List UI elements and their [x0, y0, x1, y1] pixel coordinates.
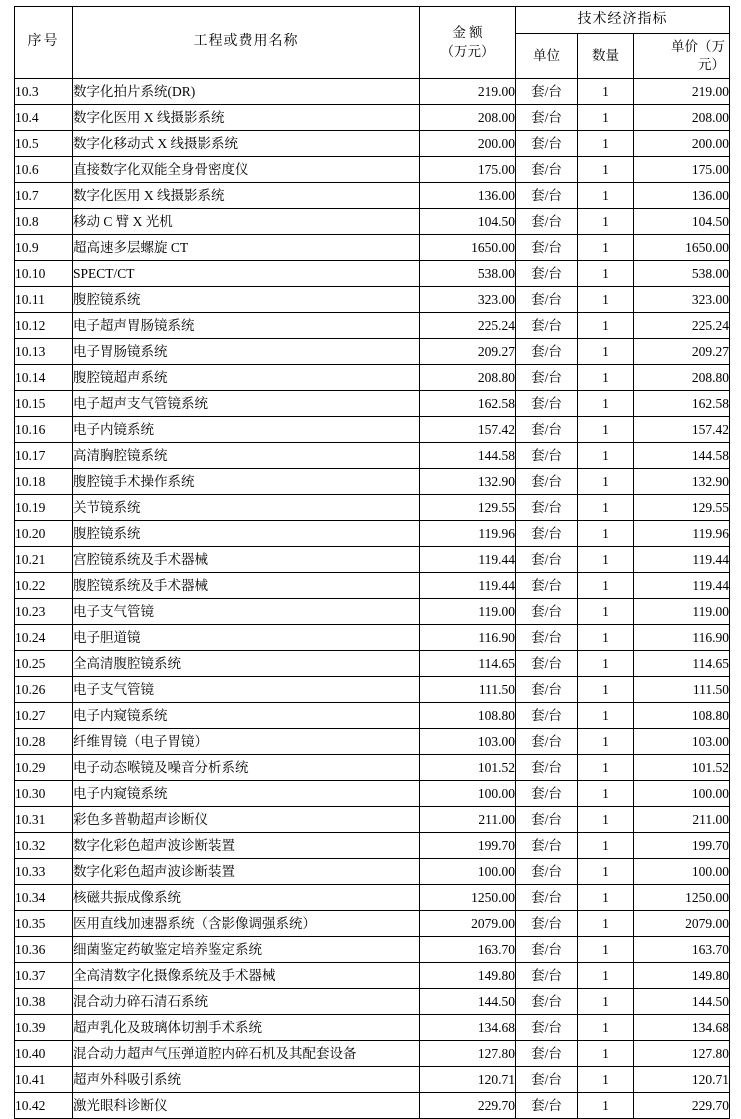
cell-quantity: 1 — [578, 729, 634, 755]
cell-name: 超声外科吸引系统 — [73, 1067, 420, 1093]
cell-quantity: 1 — [578, 573, 634, 599]
table-row — [15, 547, 730, 573]
cell-quantity: 1 — [578, 625, 634, 651]
column-header-tech-group: 技术经济指标 — [516, 7, 730, 34]
cell-name: 腹腔镜系统及手术器械 — [73, 573, 420, 599]
cell-quantity: 1 — [578, 1041, 634, 1067]
cell-amount: 116.90 — [420, 625, 516, 651]
cell-seq: 10.4 — [15, 105, 73, 131]
table-row — [15, 339, 730, 365]
cell-unit: 套/台 — [516, 781, 578, 807]
cell-name: 电子超声支气管镜系统 — [73, 391, 420, 417]
cell-unit-price: 119.44 — [634, 573, 730, 599]
cell-unit: 套/台 — [516, 261, 578, 287]
cell-amount: 119.00 — [420, 599, 516, 625]
cell-quantity: 1 — [578, 833, 634, 859]
cell-unit-price: 119.96 — [634, 521, 730, 547]
cell-unit-price: 101.52 — [634, 755, 730, 781]
table-row — [15, 833, 730, 859]
cell-amount: 1250.00 — [420, 885, 516, 911]
cell-seq: 10.40 — [15, 1041, 73, 1067]
cell-seq: 10.11 — [15, 287, 73, 313]
cell-quantity: 1 — [578, 703, 634, 729]
cell-unit-price: 175.00 — [634, 157, 730, 183]
cell-unit: 套/台 — [516, 625, 578, 651]
cell-name: 宫腔镜系统及手术器械 — [73, 547, 420, 573]
cell-name: 电子动态喉镜及噪音分析系统 — [73, 755, 420, 781]
table-row — [15, 79, 730, 105]
table-row — [15, 469, 730, 495]
table-row — [15, 885, 730, 911]
cell-seq: 10.27 — [15, 703, 73, 729]
cell-unit-price: 1250.00 — [634, 885, 730, 911]
cell-quantity: 1 — [578, 755, 634, 781]
cell-unit: 套/台 — [516, 521, 578, 547]
cell-unit-price: 2079.00 — [634, 911, 730, 937]
cell-amount: 101.52 — [420, 755, 516, 781]
column-header-unit-price-line1: 单价（万 — [671, 38, 726, 54]
header-row-top — [15, 7, 730, 34]
cell-seq: 10.7 — [15, 183, 73, 209]
cell-quantity: 1 — [578, 157, 634, 183]
cell-unit-price: 199.70 — [634, 833, 730, 859]
cell-seq: 10.31 — [15, 807, 73, 833]
cell-name: 电子内窥镜系统 — [73, 703, 420, 729]
cell-unit: 套/台 — [516, 547, 578, 573]
cell-name: 电子胃肠镜系统 — [73, 339, 420, 365]
cell-name: 核磁共振成像系统 — [73, 885, 420, 911]
table-row — [15, 313, 730, 339]
cell-quantity: 1 — [578, 885, 634, 911]
cell-unit: 套/台 — [516, 573, 578, 599]
cell-quantity: 1 — [578, 1067, 634, 1093]
cell-name: 腹腔镜系统 — [73, 521, 420, 547]
cell-amount: 162.58 — [420, 391, 516, 417]
cell-name: 全高清腹腔镜系统 — [73, 651, 420, 677]
table-row — [15, 807, 730, 833]
cell-name: 激光眼科诊断仪 — [73, 1093, 420, 1119]
cell-unit-price: 208.80 — [634, 365, 730, 391]
table-row — [15, 781, 730, 807]
cell-name: 数字化移动式 X 线摄影系统 — [73, 131, 420, 157]
table-row — [15, 417, 730, 443]
cell-unit-price: 323.00 — [634, 287, 730, 313]
cell-unit: 套/台 — [516, 495, 578, 521]
cell-unit-price: 111.50 — [634, 677, 730, 703]
cell-quantity: 1 — [578, 1093, 634, 1119]
cell-name: 腹腔镜超声系统 — [73, 365, 420, 391]
cell-seq: 10.36 — [15, 937, 73, 963]
cell-seq: 10.33 — [15, 859, 73, 885]
cell-quantity: 1 — [578, 937, 634, 963]
cell-seq: 10.3 — [15, 79, 73, 105]
cell-amount: 119.44 — [420, 573, 516, 599]
cell-unit-price: 116.90 — [634, 625, 730, 651]
column-header-unit-price — [634, 34, 730, 79]
cell-name: 电子内镜系统 — [73, 417, 420, 443]
cell-quantity: 1 — [578, 859, 634, 885]
cell-amount: 114.65 — [420, 651, 516, 677]
cell-quantity: 1 — [578, 651, 634, 677]
cell-amount: 199.70 — [420, 833, 516, 859]
cell-seq: 10.38 — [15, 989, 73, 1015]
table-row — [15, 391, 730, 417]
cell-seq: 10.13 — [15, 339, 73, 365]
cell-name: SPECT/CT — [73, 261, 420, 287]
cell-seq: 10.26 — [15, 677, 73, 703]
cell-amount: 208.80 — [420, 365, 516, 391]
cell-unit-price: 219.00 — [634, 79, 730, 105]
cell-quantity: 1 — [578, 183, 634, 209]
cell-seq: 10.28 — [15, 729, 73, 755]
cell-quantity: 1 — [578, 131, 634, 157]
cell-unit: 套/台 — [516, 183, 578, 209]
table-row — [15, 573, 730, 599]
cell-unit-price: 229.70 — [634, 1093, 730, 1119]
cell-amount: 119.44 — [420, 547, 516, 573]
cell-amount: 104.50 — [420, 209, 516, 235]
cell-seq: 10.37 — [15, 963, 73, 989]
cell-amount: 538.00 — [420, 261, 516, 287]
cell-unit: 套/台 — [516, 937, 578, 963]
cell-amount: 208.00 — [420, 105, 516, 131]
cell-unit-price: 108.80 — [634, 703, 730, 729]
cell-unit: 套/台 — [516, 209, 578, 235]
cell-unit: 套/台 — [516, 599, 578, 625]
cell-seq: 10.21 — [15, 547, 73, 573]
cell-unit: 套/台 — [516, 885, 578, 911]
cell-seq: 10.9 — [15, 235, 73, 261]
table-row — [15, 105, 730, 131]
column-header-name: 工程或费用名称 — [73, 7, 420, 79]
cell-name: 数字化医用 X 线摄影系统 — [73, 105, 420, 131]
table-row — [15, 131, 730, 157]
table-row — [15, 963, 730, 989]
cell-quantity: 1 — [578, 287, 634, 313]
table-row — [15, 651, 730, 677]
cell-quantity: 1 — [578, 365, 634, 391]
cell-quantity: 1 — [578, 547, 634, 573]
cell-unit-price: 163.70 — [634, 937, 730, 963]
cell-unit: 套/台 — [516, 469, 578, 495]
cell-seq: 10.39 — [15, 1015, 73, 1041]
cell-unit: 套/台 — [516, 703, 578, 729]
cell-quantity: 1 — [578, 989, 634, 1015]
cell-seq: 10.15 — [15, 391, 73, 417]
cell-amount: 149.80 — [420, 963, 516, 989]
cell-quantity: 1 — [578, 911, 634, 937]
column-header-amount-line2: （万元） — [440, 43, 495, 59]
cell-name: 腹腔镜手术操作系统 — [73, 469, 420, 495]
cell-name: 关节镜系统 — [73, 495, 420, 521]
cell-unit-price: 149.80 — [634, 963, 730, 989]
column-header-unit: 单位 — [516, 34, 578, 79]
cell-quantity: 1 — [578, 963, 634, 989]
cell-unit-price: 132.90 — [634, 469, 730, 495]
cell-unit: 套/台 — [516, 1067, 578, 1093]
cell-amount: 119.96 — [420, 521, 516, 547]
cell-seq: 10.25 — [15, 651, 73, 677]
cell-unit: 套/台 — [516, 339, 578, 365]
cell-amount: 144.50 — [420, 989, 516, 1015]
table-row — [15, 287, 730, 313]
table-row — [15, 729, 730, 755]
cell-name: 细菌鉴定药敏鉴定培养鉴定系统 — [73, 937, 420, 963]
table-row — [15, 859, 730, 885]
cell-seq: 10.42 — [15, 1093, 73, 1119]
cell-unit: 套/台 — [516, 287, 578, 313]
cell-seq: 10.12 — [15, 313, 73, 339]
cell-unit-price: 162.58 — [634, 391, 730, 417]
cell-seq: 10.19 — [15, 495, 73, 521]
cell-unit-price: 209.27 — [634, 339, 730, 365]
cell-unit: 套/台 — [516, 651, 578, 677]
cell-amount: 219.00 — [420, 79, 516, 105]
cell-seq: 10.35 — [15, 911, 73, 937]
table-row — [15, 183, 730, 209]
cell-unit-price: 103.00 — [634, 729, 730, 755]
cell-unit-price: 136.00 — [634, 183, 730, 209]
cell-seq: 10.41 — [15, 1067, 73, 1093]
cell-seq: 10.20 — [15, 521, 73, 547]
cell-unit: 套/台 — [516, 755, 578, 781]
cell-quantity: 1 — [578, 105, 634, 131]
cell-amount: 323.00 — [420, 287, 516, 313]
cell-seq: 10.10 — [15, 261, 73, 287]
cell-unit: 套/台 — [516, 807, 578, 833]
column-header-amount — [420, 7, 516, 79]
cell-name: 全高清数字化摄像系统及手术器械 — [73, 963, 420, 989]
cell-unit-price: 127.80 — [634, 1041, 730, 1067]
cell-quantity: 1 — [578, 391, 634, 417]
cell-amount: 157.42 — [420, 417, 516, 443]
cell-unit: 套/台 — [516, 1041, 578, 1067]
cell-amount: 209.27 — [420, 339, 516, 365]
cell-amount: 136.00 — [420, 183, 516, 209]
equipment-price-table — [14, 6, 730, 1119]
cell-amount: 144.58 — [420, 443, 516, 469]
cell-amount: 200.00 — [420, 131, 516, 157]
cell-unit-price: 134.68 — [634, 1015, 730, 1041]
cell-seq: 10.16 — [15, 417, 73, 443]
table-row — [15, 443, 730, 469]
cell-unit-price: 211.00 — [634, 807, 730, 833]
cell-unit-price: 100.00 — [634, 859, 730, 885]
cell-amount: 225.24 — [420, 313, 516, 339]
cell-seq: 10.17 — [15, 443, 73, 469]
table-row — [15, 209, 730, 235]
cell-quantity: 1 — [578, 677, 634, 703]
column-header-seq: 序号 — [15, 7, 73, 79]
cell-quantity: 1 — [578, 1015, 634, 1041]
column-header-quantity: 数量 — [578, 34, 634, 79]
cell-name: 电子超声胃肠镜系统 — [73, 313, 420, 339]
cell-name: 腹腔镜系统 — [73, 287, 420, 313]
cell-unit-price: 144.50 — [634, 989, 730, 1015]
cell-quantity: 1 — [578, 521, 634, 547]
cell-seq: 10.32 — [15, 833, 73, 859]
cell-seq: 10.14 — [15, 365, 73, 391]
table-row — [15, 703, 730, 729]
cell-unit: 套/台 — [516, 443, 578, 469]
cell-amount: 100.00 — [420, 781, 516, 807]
cell-amount: 132.90 — [420, 469, 516, 495]
cell-unit: 套/台 — [516, 963, 578, 989]
cell-seq: 10.8 — [15, 209, 73, 235]
cell-unit: 套/台 — [516, 79, 578, 105]
table-row — [15, 1067, 730, 1093]
cell-amount: 211.00 — [420, 807, 516, 833]
column-header-unit-price-line2: 元） — [698, 57, 726, 72]
cell-quantity: 1 — [578, 599, 634, 625]
cell-quantity: 1 — [578, 261, 634, 287]
table-row — [15, 911, 730, 937]
cell-quantity: 1 — [578, 209, 634, 235]
cell-quantity: 1 — [578, 495, 634, 521]
cell-seq: 10.18 — [15, 469, 73, 495]
cell-unit: 套/台 — [516, 105, 578, 131]
cell-name: 电子胆道镜 — [73, 625, 420, 651]
cell-unit-price: 225.24 — [634, 313, 730, 339]
cell-unit: 套/台 — [516, 131, 578, 157]
cell-quantity: 1 — [578, 79, 634, 105]
cell-seq: 10.30 — [15, 781, 73, 807]
cell-name: 数字化医用 X 线摄影系统 — [73, 183, 420, 209]
cell-name: 混合动力超声气压弹道腔内碎石机及其配套设备 — [73, 1041, 420, 1067]
table-row — [15, 261, 730, 287]
cell-amount: 100.00 — [420, 859, 516, 885]
cell-unit-price: 104.50 — [634, 209, 730, 235]
cell-amount: 111.50 — [420, 677, 516, 703]
cell-amount: 129.55 — [420, 495, 516, 521]
cell-amount: 103.00 — [420, 729, 516, 755]
cell-amount: 134.68 — [420, 1015, 516, 1041]
table-row — [15, 1015, 730, 1041]
cell-name: 纤维胃镜（电子胃镜） — [73, 729, 420, 755]
cell-unit: 套/台 — [516, 365, 578, 391]
cell-name: 超高速多层螺旋 CT — [73, 235, 420, 261]
column-header-amount-line1: 金 额 — [452, 24, 483, 40]
cell-seq: 10.34 — [15, 885, 73, 911]
cell-amount: 175.00 — [420, 157, 516, 183]
cell-unit-price: 144.58 — [634, 443, 730, 469]
cell-unit-price: 119.00 — [634, 599, 730, 625]
cell-unit: 套/台 — [516, 313, 578, 339]
table-row — [15, 365, 730, 391]
cell-amount: 127.80 — [420, 1041, 516, 1067]
cell-quantity: 1 — [578, 781, 634, 807]
table-header — [15, 7, 730, 79]
cell-quantity: 1 — [578, 339, 634, 365]
cell-seq: 10.6 — [15, 157, 73, 183]
cell-name: 数字化彩色超声波诊断装置 — [73, 859, 420, 885]
cell-unit-price: 119.44 — [634, 547, 730, 573]
table-row — [15, 755, 730, 781]
cell-name: 彩色多普勒超声诊断仪 — [73, 807, 420, 833]
cell-quantity: 1 — [578, 235, 634, 261]
table-row — [15, 1093, 730, 1119]
cell-unit-price: 120.71 — [634, 1067, 730, 1093]
cell-seq: 10.23 — [15, 599, 73, 625]
cell-name: 电子内窥镜系统 — [73, 781, 420, 807]
cell-unit-price: 208.00 — [634, 105, 730, 131]
cell-name: 混合动力碎石清石系统 — [73, 989, 420, 1015]
cell-name: 电子支气管镜 — [73, 599, 420, 625]
cell-seq: 10.29 — [15, 755, 73, 781]
cell-seq: 10.24 — [15, 625, 73, 651]
cell-quantity: 1 — [578, 469, 634, 495]
cell-amount: 2079.00 — [420, 911, 516, 937]
cell-unit: 套/台 — [516, 1015, 578, 1041]
cell-unit: 套/台 — [516, 833, 578, 859]
cell-unit-price: 1650.00 — [634, 235, 730, 261]
cell-unit: 套/台 — [516, 157, 578, 183]
cell-amount: 120.71 — [420, 1067, 516, 1093]
cell-name: 数字化彩色超声波诊断装置 — [73, 833, 420, 859]
cell-unit-price: 538.00 — [634, 261, 730, 287]
cell-amount: 163.70 — [420, 937, 516, 963]
table-row — [15, 495, 730, 521]
table-body — [15, 79, 730, 1119]
cell-amount: 229.70 — [420, 1093, 516, 1119]
cell-seq: 10.5 — [15, 131, 73, 157]
cell-unit: 套/台 — [516, 391, 578, 417]
cell-unit: 套/台 — [516, 859, 578, 885]
cell-name: 电子支气管镜 — [73, 677, 420, 703]
table-row — [15, 521, 730, 547]
cell-unit-price: 200.00 — [634, 131, 730, 157]
cell-quantity: 1 — [578, 417, 634, 443]
cell-amount: 1650.00 — [420, 235, 516, 261]
cell-quantity: 1 — [578, 807, 634, 833]
cell-unit: 套/台 — [516, 417, 578, 443]
cell-name: 医用直线加速器系统（含影像调强系统） — [73, 911, 420, 937]
cell-unit: 套/台 — [516, 235, 578, 261]
cell-unit: 套/台 — [516, 677, 578, 703]
cell-amount: 108.80 — [420, 703, 516, 729]
table-row — [15, 235, 730, 261]
cell-name: 直接数字化双能全身骨密度仪 — [73, 157, 420, 183]
cell-unit-price: 157.42 — [634, 417, 730, 443]
cell-unit: 套/台 — [516, 1093, 578, 1119]
cell-unit-price: 114.65 — [634, 651, 730, 677]
cell-unit-price: 129.55 — [634, 495, 730, 521]
cell-unit: 套/台 — [516, 911, 578, 937]
cell-name: 超声乳化及玻璃体切割手术系统 — [73, 1015, 420, 1041]
table-row — [15, 937, 730, 963]
table-row — [15, 625, 730, 651]
cell-unit: 套/台 — [516, 729, 578, 755]
cell-name: 移动 C 臂 X 光机 — [73, 209, 420, 235]
table-row — [15, 157, 730, 183]
cell-unit-price: 100.00 — [634, 781, 730, 807]
cell-name: 数字化拍片系统(DR) — [73, 79, 420, 105]
table-row — [15, 599, 730, 625]
table-row — [15, 677, 730, 703]
cell-quantity: 1 — [578, 443, 634, 469]
cell-unit: 套/台 — [516, 989, 578, 1015]
table-row — [15, 1041, 730, 1067]
cell-seq: 10.22 — [15, 573, 73, 599]
cell-quantity: 1 — [578, 313, 634, 339]
cell-name: 高清胸腔镜系统 — [73, 443, 420, 469]
